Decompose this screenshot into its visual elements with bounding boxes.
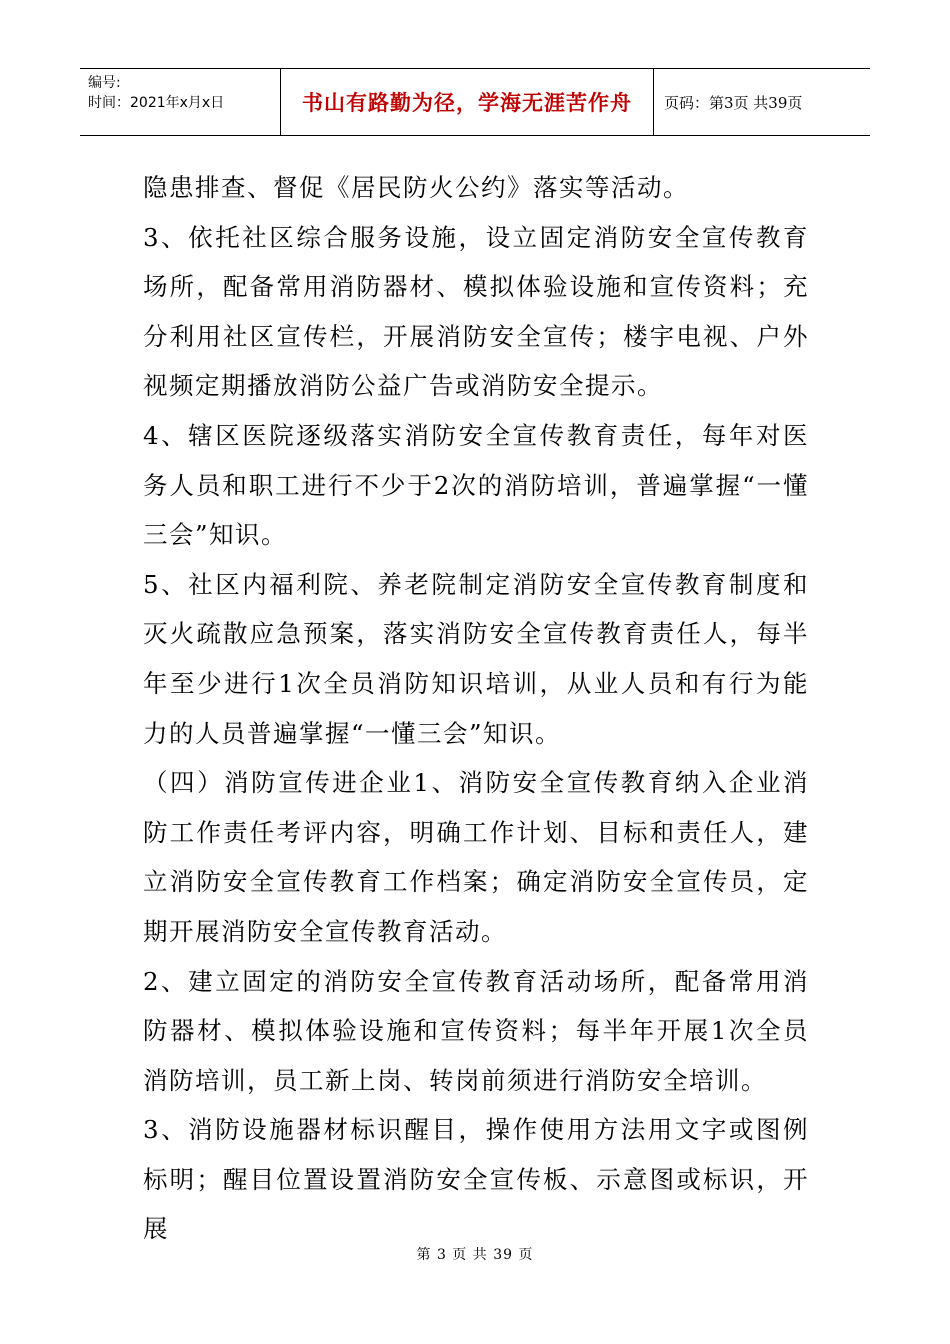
header-page-info: 页码：第3页 共39页 [664,93,803,112]
paragraph: 3、消防设施器材标识醒目，操作使用方法用文字或图例标明；醒目位置设置消防安全宣传板、示意图或标识，开展 [143,1115,809,1244]
paragraph: （四）消防宣传进企业1、消防安全宣传教育纳入企业消防工作责任考评内容，明确工作计划、目标和责任人，建立消防安全宣传教育工作档案；确定消防安全宣传员，定期开展消防安全宣传教育活动。 [143,768,809,946]
paragraph: 5、社区内福利院、养老院制定消防安全宣传教育制度和灭火疏散应急预案，落实消防安全宣传教育责任人，每半年至少进行1次全员消防知识培训，从业人员和有行为能力的人员普遍掌握“一懂三会”知识。 [143,569,809,748]
document-body [143,163,809,1254]
header-motto: 书山有路勤为径，学海无涯苦作舟 [281,69,654,135]
header-meta-cell [80,69,281,135]
paragraph: 4、辖区医院逐级落实消防安全宣传教育责任，每年对医务人员和职工进行不少于2次的消防培训，普遍掌握“一懂三会”知识。 [143,420,809,550]
page-header [80,68,870,136]
page-footer: 第 3 页 共 39 页 [416,1247,534,1263]
number-label: 编号: [88,75,121,91]
paragraph: 隐患排查、督促《居民防火公约》落实等活动。 [143,173,689,202]
paragraph: 3、依托社区综合服务设施，设立固定消防安全宣传教育场所，配备常用消防器材、模拟体验设施和宣传资料；充分利用社区宣传栏，开展消防安全宣传；楼宇电视、户外视频定期播放消防公益广告或消防安全提示。 [143,222,809,401]
paragraph: 2、建立固定的消防安全宣传教育活动场所，配备常用消防器材、模拟体验设施和宣传资料；每半年开展1次全员消防培训，员工新上岗、转岗前须进行消防安全培训。 [143,966,809,1095]
time-label: 时间：2021年x月x日 [88,95,225,111]
